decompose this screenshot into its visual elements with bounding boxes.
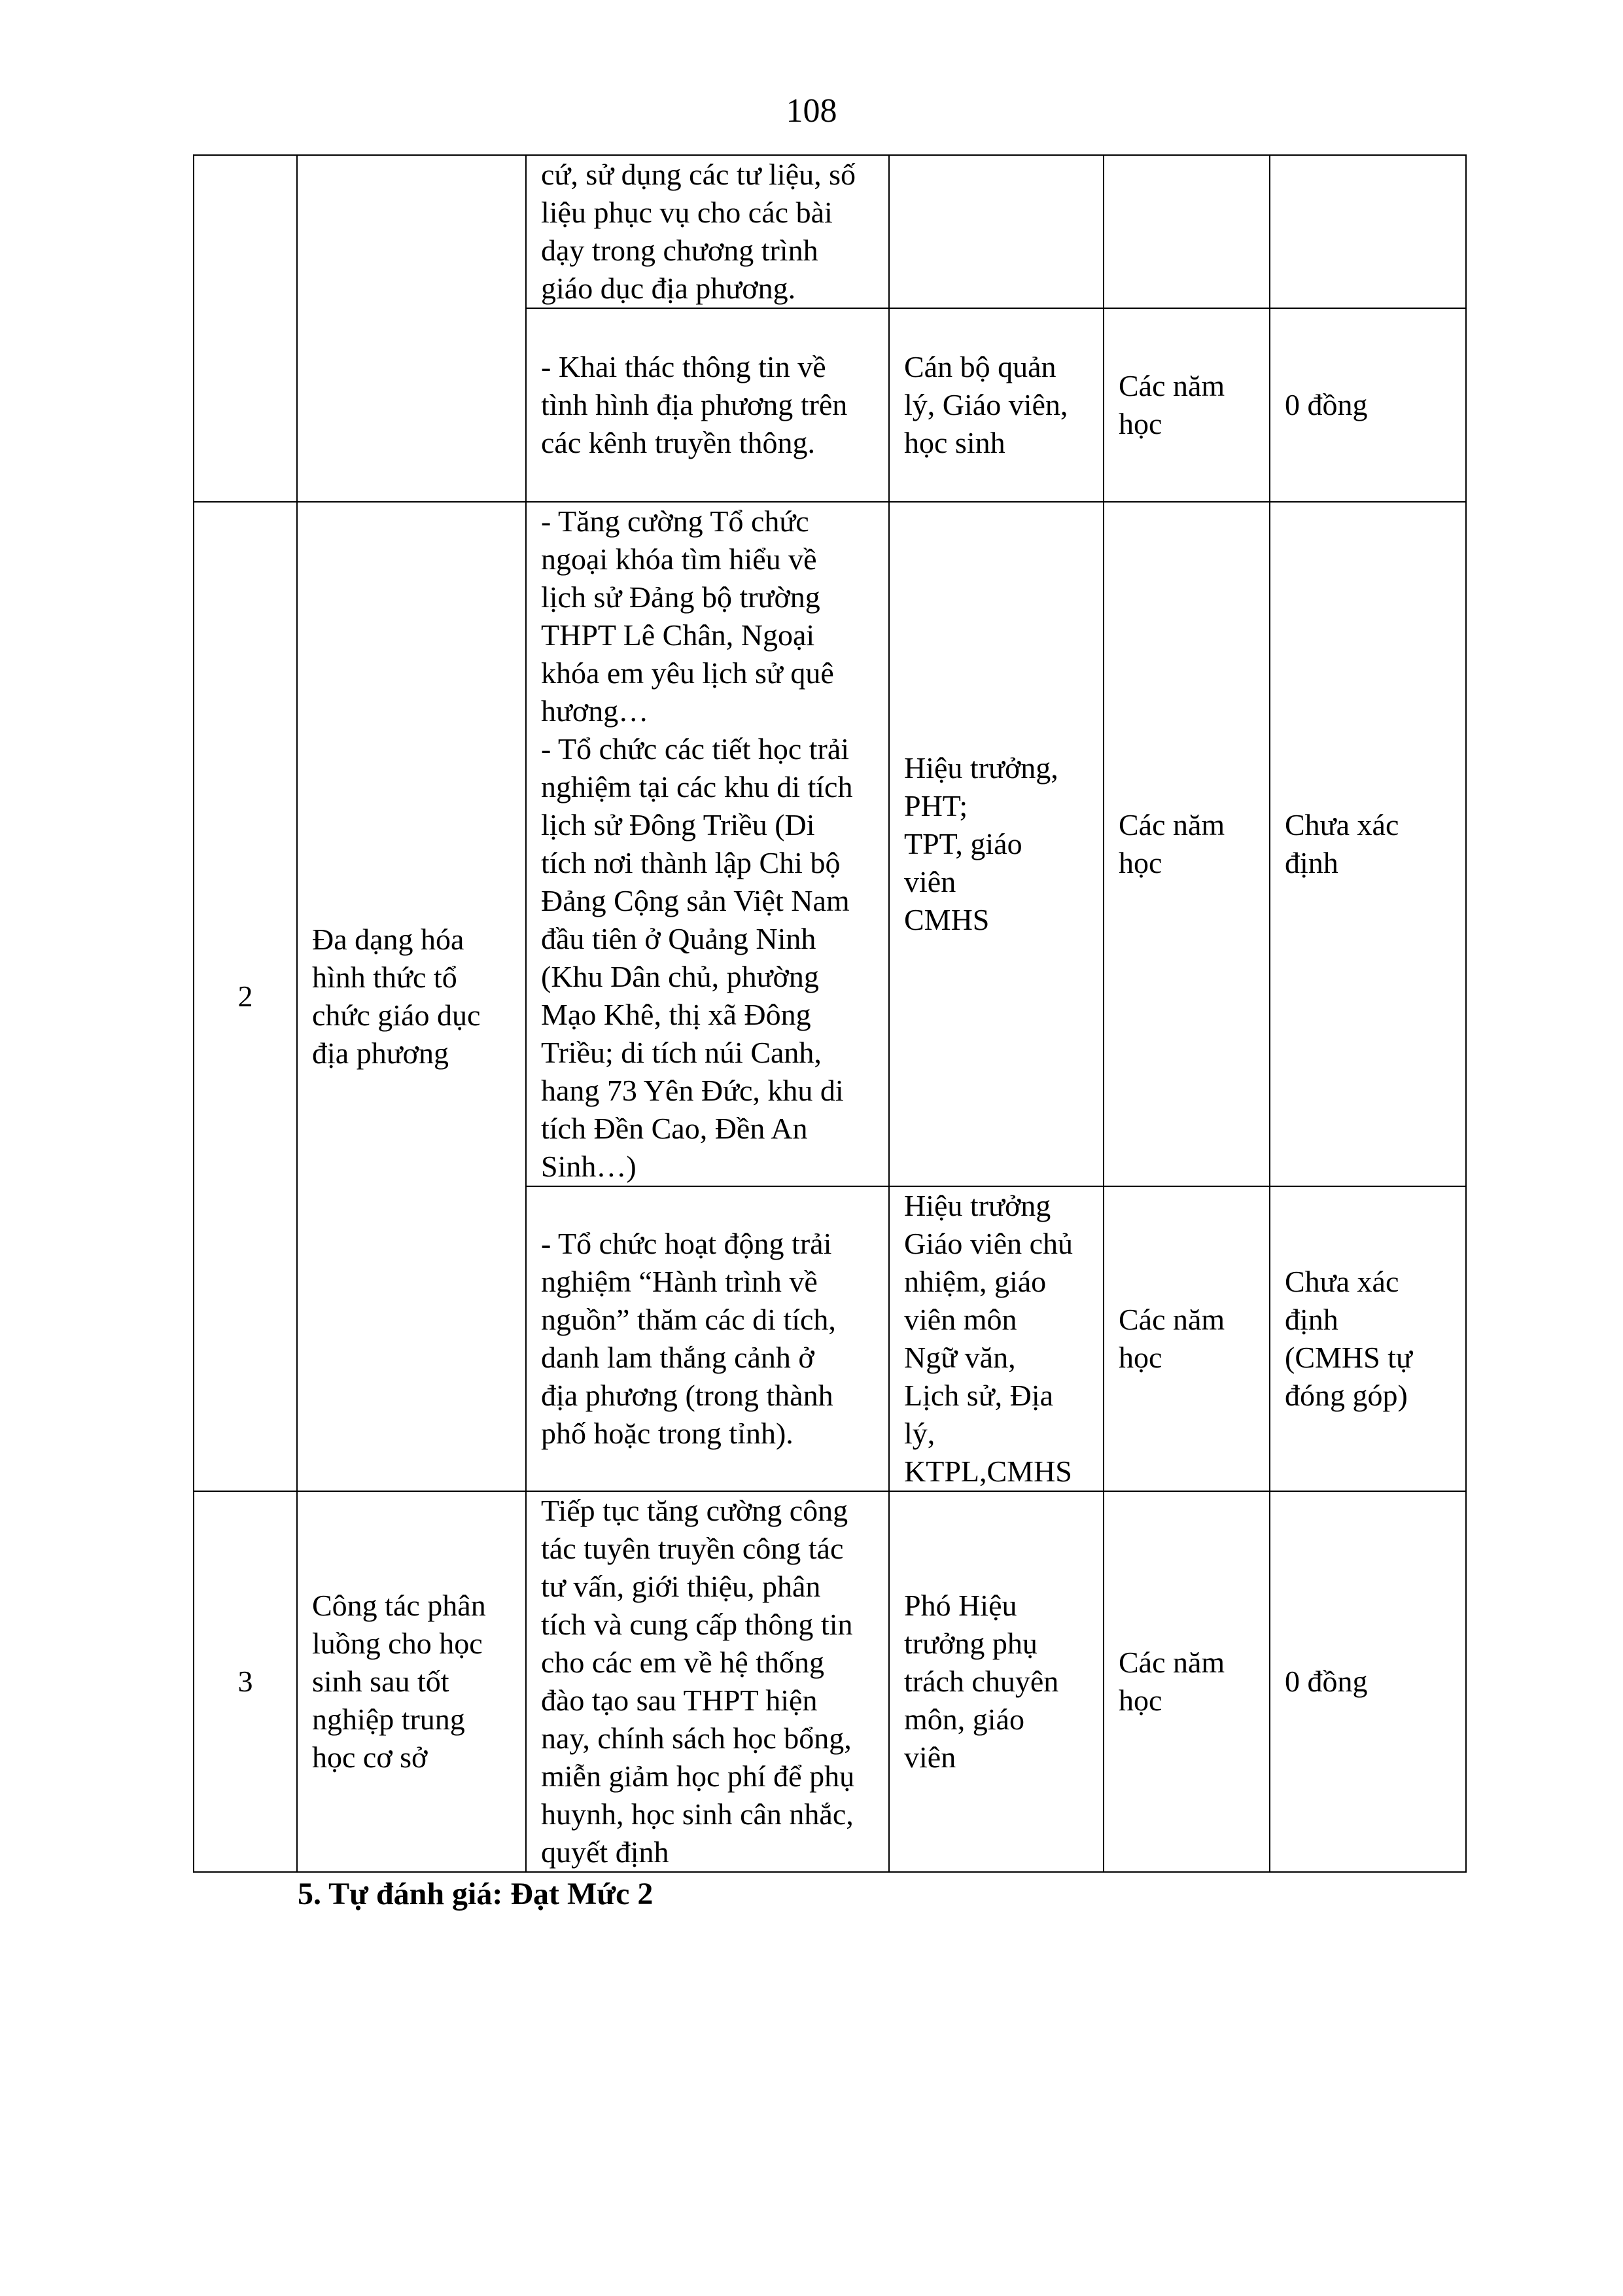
time-cell xyxy=(1104,308,1270,502)
responsible-cell xyxy=(889,1186,1104,1491)
row-number-cell xyxy=(194,155,297,502)
responsible-cell xyxy=(889,502,1104,1186)
cost-cell xyxy=(1270,308,1466,502)
time-cell xyxy=(1104,1491,1270,1872)
responsible-text: Hiệu trưởng, PHT; TPT, giáo viên CMHS xyxy=(904,751,1058,936)
row-number-cell xyxy=(194,502,297,1491)
measure-cell xyxy=(526,155,889,308)
measure-text: cứ, sử dụng các tư liệu, số liệu phục vụ cho các bài dạy trong chương trình giáo dục địa phương. xyxy=(541,158,856,305)
cost-text: 0 đồng xyxy=(1285,388,1368,421)
responsible-cell xyxy=(889,1491,1104,1872)
responsible-text: Phó Hiệu trưởng phụ trách chuyên môn, giáo viên xyxy=(904,1589,1059,1774)
page-number: 108 xyxy=(786,92,837,130)
cost-cell xyxy=(1270,502,1466,1186)
cost-cell xyxy=(1270,1186,1466,1491)
measure-cell xyxy=(526,1491,889,1872)
measure-text: - Tăng cường Tổ chức ngoại khóa tìm hiểu về lịch sử Đảng bộ trường THPT Lê Chân, Ngoại khóa em yêu lịch sử quê hương… - Tổ chức các tiết học trải nghiệm tại các khu di tích lịch sử Đông Triều (Di tích nơi thành lập Chi bộ Đảng Cộng sản Việt Nam đầu tiên ở Quảng Ninh (Khu Dân chủ, phường Mạo Khê, thị xã Đông Triều; di tích núi Canh, hang 73 Yên Đức, khu di tích Đền Cao, Đền An Sinh…) xyxy=(541,504,853,1183)
responsible-text: Cán bộ quản lý, Giáo viên, học sinh xyxy=(904,350,1068,459)
cost-text: Chưa xác định xyxy=(1285,808,1399,879)
responsible-cell xyxy=(889,308,1104,502)
measure-text: Tiếp tục tăng cường công tác tuyên truyền công tác tư vấn, giới thiệu, phân tích và cung cấp thông tin cho các em về hệ thống đào tạo sau THPT hiện nay, chính sách học bổng, miễn giảm học phí để phụ huynh, học sinh cân nhắc, quyết định xyxy=(541,1494,855,1869)
content-cell xyxy=(297,155,526,502)
content-cell xyxy=(297,502,526,1491)
table-row xyxy=(194,1491,1466,1872)
table-row xyxy=(194,155,1466,308)
measure-cell xyxy=(526,308,889,502)
row-number-cell xyxy=(194,1491,297,1872)
content-cell xyxy=(297,1491,526,1872)
time-text: Các năm học xyxy=(1119,1303,1225,1374)
time-text: Các năm học xyxy=(1119,369,1225,440)
measure-text: - Khai thác thông tin về tình hình địa phương trên các kênh truyền thông. xyxy=(541,350,848,459)
content-text: Đa dạng hóa hình thức tổ chức giáo dục địa phương xyxy=(312,923,481,1070)
time-cell xyxy=(1104,502,1270,1186)
time-cell xyxy=(1104,1186,1270,1491)
cost-text: Chưa xác định (CMHS tự đóng góp) xyxy=(1285,1265,1412,1412)
cost-cell xyxy=(1270,155,1466,308)
row-number: 3 xyxy=(237,1665,253,1698)
time-text: Các năm học xyxy=(1119,808,1225,879)
cost-text: 0 đồng xyxy=(1285,1665,1368,1698)
table-row xyxy=(194,502,1466,1186)
row-number: 2 xyxy=(237,980,253,1013)
action-plan-table xyxy=(193,154,1467,1873)
content-text: Công tác phân luồng cho học sinh sau tốt nghiệp trung học cơ sở xyxy=(312,1589,486,1774)
measure-text: - Tổ chức hoạt động trải nghiệm “Hành trình về nguồn” thăm các di tích, danh lam thắng cảnh ở địa phương (trong thành phố hoặc trong tỉnh). xyxy=(541,1227,836,1450)
measure-cell xyxy=(526,502,889,1186)
self-evaluation-heading: 5. Tự đánh giá: Đạt Mức 2 xyxy=(298,1877,654,1911)
responsible-cell xyxy=(889,155,1104,308)
responsible-text: Hiệu trưởng Giáo viên chủ nhiệm, giáo viên môn Ngữ văn, Lịch sử, Địa lý, KTPL,CMHS xyxy=(904,1189,1073,1488)
time-cell xyxy=(1104,155,1270,308)
time-text: Các năm học xyxy=(1119,1646,1225,1717)
cost-cell xyxy=(1270,1491,1466,1872)
measure-cell xyxy=(526,1186,889,1491)
